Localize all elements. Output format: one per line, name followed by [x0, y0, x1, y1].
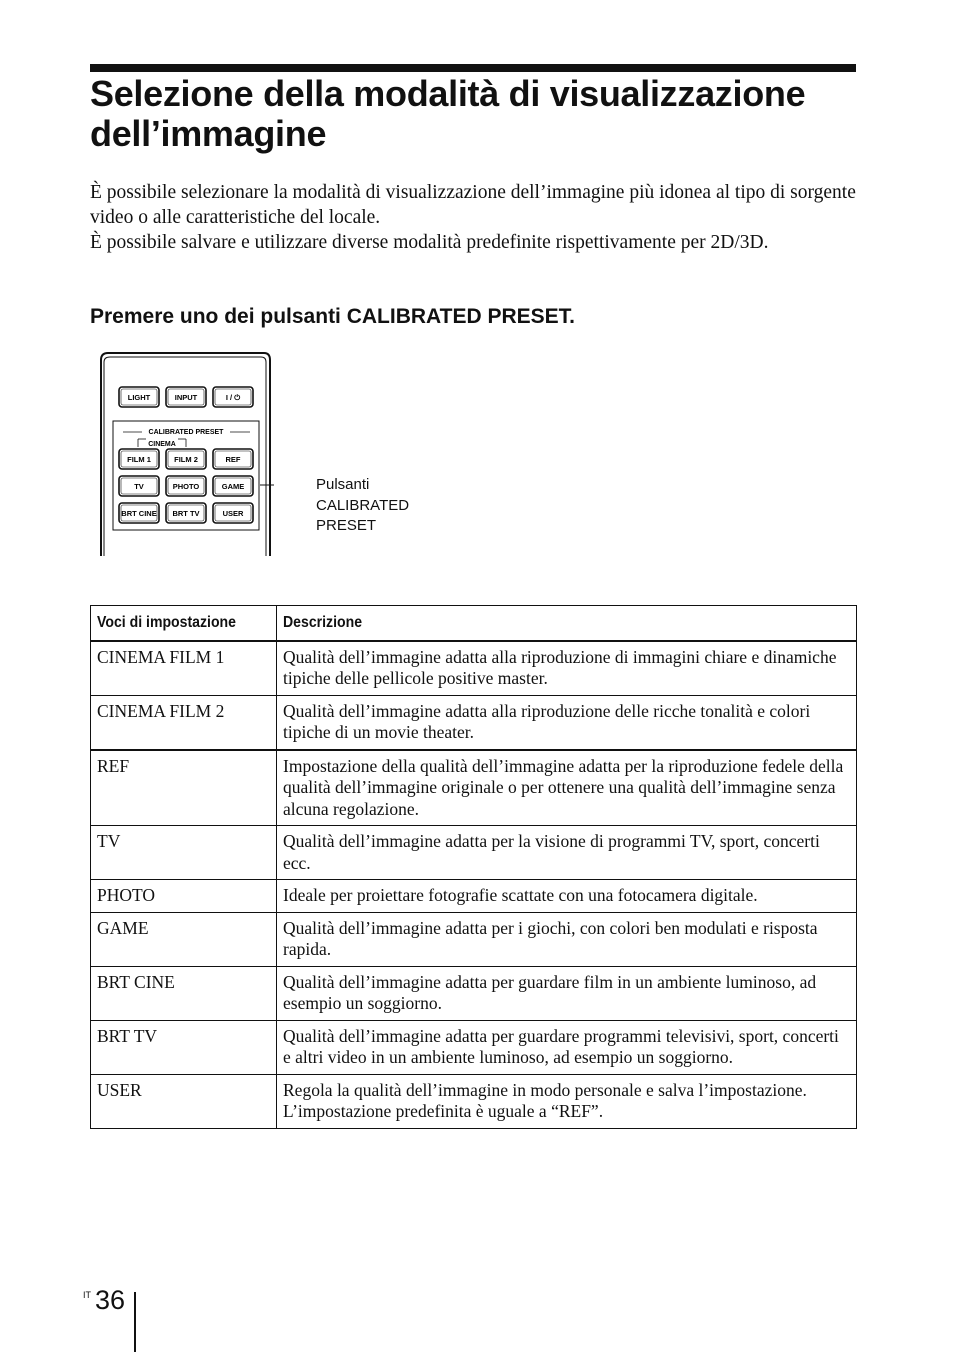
setting-item-cell: PHOTO — [91, 880, 277, 913]
footer-rule — [134, 1292, 136, 1352]
calibrated-preset-button[interactable] — [166, 449, 206, 469]
setting-item-cell: USER — [91, 1074, 277, 1128]
table-row — [91, 1020, 857, 1074]
remote-top-button[interactable] — [166, 387, 206, 407]
calibrated-preset-group-label: CALIBRATED PRESET — [148, 429, 224, 436]
intro-paragraph-1: È possibile selezionare la modalità di visualizzazione dell’immagine più idonea al tipo di sorgente video o alle caratteristiche del locale. — [90, 182, 856, 228]
calibrated-preset-button-label: BRT CINE — [121, 509, 157, 518]
language-code: IT — [83, 1290, 91, 1300]
calibrated-preset-button[interactable] — [213, 503, 253, 523]
remote-top-button-label: INPUT — [174, 393, 198, 402]
setting-description-cell: Qualità dell’immagine adatta per guardare film in un ambiente luminoso, ad esempio un soggiorno. — [277, 966, 857, 1020]
calibrated-preset-button-label: FILM 1 — [127, 455, 151, 464]
table-row — [91, 966, 857, 1020]
intro-paragraph-2: È possibile salvare e utilizzare diverse modalità predefinite rispettivamente per 2D/3D. — [90, 232, 769, 253]
callout-line-1: Pulsanti — [316, 476, 370, 493]
calibrated-preset-button-label: REF — [225, 455, 241, 464]
table-row — [91, 1074, 857, 1128]
setting-item-cell: REF — [91, 750, 277, 826]
setting-description-cell: Ideale per proiettare fotografie scattate con una fotocamera digitale. — [277, 880, 857, 913]
calibrated-preset-button[interactable] — [213, 449, 253, 469]
setting-item-cell: BRT TV — [91, 1020, 277, 1074]
cinema-sub-label: CINEMA — [148, 441, 176, 448]
page-number: 36 — [95, 1285, 126, 1315]
calibrated-preset-callout — [316, 475, 409, 537]
header-description: Descrizione — [277, 606, 857, 641]
setting-description-cell: Impostazione della qualità dell’immagine adatta per la riproduzione fedele della qualità dell’immagine originale o per ottenere una qualità dell’immagine senza alcuna regolazione. — [277, 750, 857, 826]
setting-item-cell: GAME — [91, 912, 277, 966]
page-title: Selezione della modalità di visualizzazione dell’immagine — [90, 73, 806, 154]
setting-description-cell: Regola la qualità dell’immagine in modo personale e salva l’impostazione. L’impostazione predefinita è uguale a “REF”. — [277, 1074, 857, 1128]
calibrated-preset-button-label: FILM 2 — [174, 455, 198, 464]
calibrated-preset-button[interactable] — [166, 503, 206, 523]
table-row — [91, 750, 857, 826]
table-row — [91, 695, 857, 750]
header-settings-item: Voci di impostazione — [91, 606, 277, 641]
setting-item-cell: CINEMA FILM 1 — [91, 641, 277, 696]
table-row — [91, 641, 857, 696]
setting-item-cell: BRT CINE — [91, 966, 277, 1020]
calibrated-preset-button-label: TV — [134, 482, 144, 491]
calibrated-preset-button-label: BRT TV — [172, 509, 200, 518]
settings-table — [90, 605, 857, 1129]
calibrated-preset-button[interactable] — [166, 476, 206, 496]
table-row — [91, 880, 857, 913]
calibrated-preset-button[interactable] — [119, 476, 159, 496]
table-row — [91, 826, 857, 880]
calibrated-preset-button[interactable] — [119, 449, 159, 469]
remote-top-button-label: I / ⏻ — [225, 393, 241, 402]
setting-description-cell: Qualità dell’immagine adatta per guardare programmi televisivi, sport, concerti e altri video in un ambiente luminoso, ad esempio un soggiorno. — [277, 1020, 857, 1074]
remote-top-button[interactable] — [119, 387, 159, 407]
step-instruction: Premere uno dei pulsanti CALIBRATED PRESET. — [90, 305, 576, 328]
calibrated-preset-button[interactable] — [119, 503, 159, 523]
remote-top-button[interactable] — [213, 387, 253, 407]
calibrated-preset-button[interactable] — [213, 476, 253, 496]
calibrated-preset-button-label: USER — [222, 509, 244, 518]
setting-description-cell: Qualità dell’immagine adatta alla riproduzione delle ricche tonalità e colori tipiche di un movie theater. — [277, 695, 857, 750]
table-row — [91, 912, 857, 966]
intro-text — [90, 180, 870, 255]
callout-line-3: PRESET — [316, 517, 377, 534]
setting-description-cell: Qualità dell’immagine adatta per i giochi, con colori ben modulati e risposta rapida. — [277, 912, 857, 966]
remote-control-illustration — [98, 350, 274, 556]
setting-description-cell: Qualità dell’immagine adatta alla riproduzione di immagini chiare e dinamiche tipiche delle pellicole positive master. — [277, 641, 857, 696]
calibrated-preset-button-label: PHOTO — [172, 482, 200, 491]
callout-line-2: CALIBRATED — [316, 496, 410, 514]
table-header-row — [91, 606, 857, 641]
setting-item-cell: TV — [91, 826, 277, 880]
setting-description-cell: Qualità dell’immagine adatta per la visione di programmi TV, sport, concerti ecc. — [277, 826, 857, 880]
calibrated-preset-button-label: GAME — [221, 482, 245, 491]
setting-item-cell: CINEMA FILM 2 — [91, 695, 277, 750]
title-rule — [90, 64, 856, 72]
remote-top-button-label: LIGHT — [127, 393, 151, 402]
